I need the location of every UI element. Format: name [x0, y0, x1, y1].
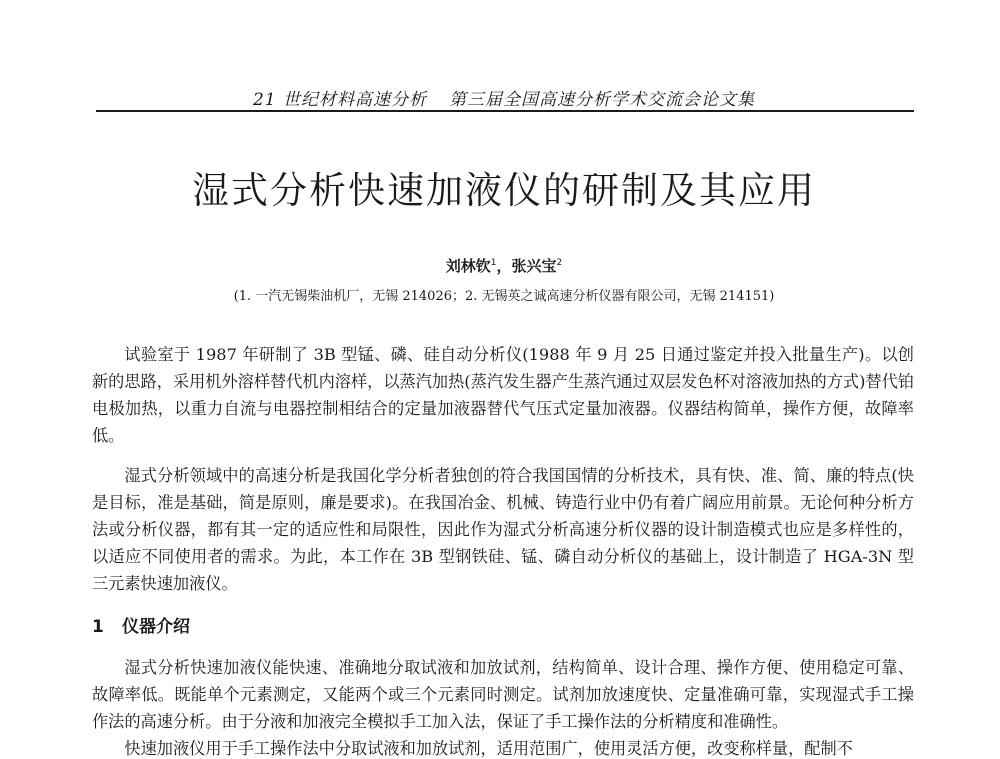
running-header: [96, 85, 912, 110]
author-1: 刘林钦: [445, 257, 491, 275]
author-separator: ，: [496, 257, 512, 275]
author-line: [96, 255, 912, 276]
section-title: 仪器介绍: [122, 617, 190, 637]
body-paragraph-2: 湿式分析领域中的高速分析是我国化学分析者独创的符合我国国情的分析技术，具有快、准、简、廉的特点(快是目标，准是基础，简是原则，廉是要求)。在我国冶金、机械、铸造行业中仍有着广阔应用前景。无论何种分析方法或分析仪器，都有其一定的适应性和局限性，因此作为湿式分析高速分析仪器的设计制造模式也应是多样性的，以适应不同使用者的需求。为此，本工作在 3B 型钢铁硅、锰、磷自动分析仪的基础上，设计制造了 HGA-3N 型三元素快速加液仪。: [92, 466, 914, 593]
section-paragraph-1: 湿式分析快速加液仪能快速、准确地分取试液和加放试剂，结构简单、设计合理、操作方便、使用稳定可靠、故障率低。既能单个元素测定，又能两个或三个元素同时测定。试剂加放速度快、定量准确可靠，实现湿式手工操作法的高速分析。由于分液和加液完全模拟手工加入法，保证了手工操作法的分析精度和准确性。: [92, 658, 914, 731]
section-number: 1: [92, 617, 104, 637]
section-heading: [92, 612, 190, 637]
affiliation: (1. 一汽无锡柴油机厂，无锡 214026；2. 无锡英之诚高速分析仪器有限公司，无锡 214151): [233, 289, 775, 304]
header-series: 21 世纪材料高速分析: [252, 90, 428, 110]
author-2-affil-mark: 2: [556, 258, 563, 268]
header-proceedings: 第三届全国高速分析学术交流会论文集: [449, 90, 756, 110]
paper-title: 湿式分析快速加液仪的研制及其应用: [192, 169, 816, 212]
author-2: 张兴宝: [511, 257, 557, 275]
section-paragraph-2: 快速加液仪用于手工操作法中分取试液和加放试剂，适用范围广，使用灵活方便，改变称样量，配制不: [124, 739, 853, 758]
header-rule: [96, 110, 914, 112]
body-paragraph-1: 试验室于 1987 年研制了 3B 型锰、磷、硅自动分析仪(1988 年 9 月 25 日通过鉴定并投入批量生产)。以创新的思路，采用机外溶样替代机内溶样，以蒸汽加热(蒸汽发生器产生蒸汽通过双层发色杯对溶液加热的方式)替代铂电极加热，以重力自流与电器控制相结合的定量加液器替代气压式定量加液器。仪器结构简单，操作方便，故障率低。: [92, 345, 915, 445]
author-1-affil-mark: 1: [490, 258, 497, 268]
